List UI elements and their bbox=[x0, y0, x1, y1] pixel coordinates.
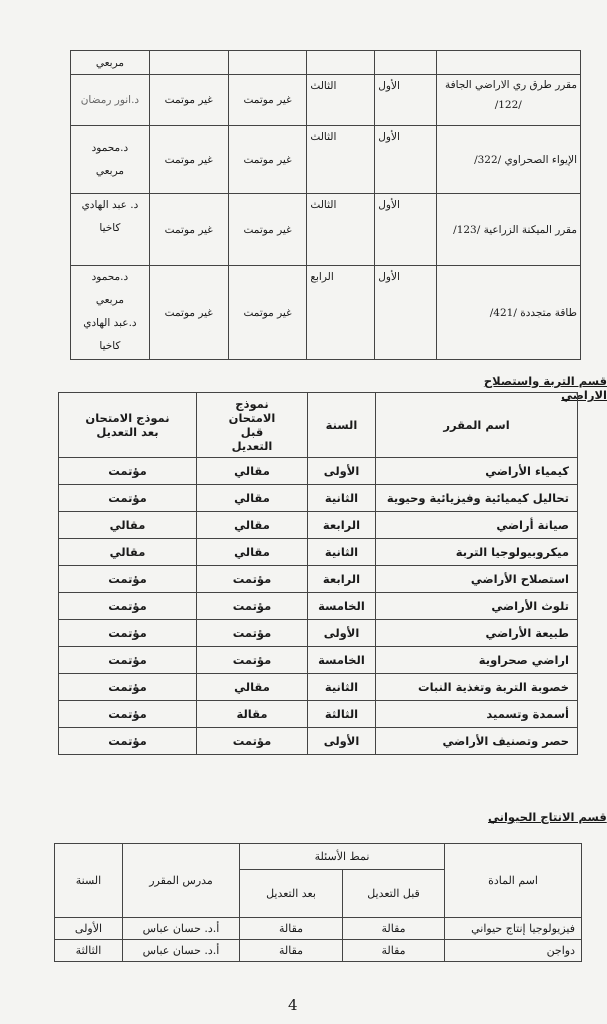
table-header-row bbox=[55, 844, 582, 870]
header-after: بعد التعديل bbox=[240, 870, 343, 918]
before-cell: مقالة bbox=[343, 918, 445, 940]
table-header-row bbox=[59, 393, 578, 458]
semester-cell: الأول bbox=[375, 126, 436, 194]
subject-cell: فيزيولوجيا إنتاج حيواني bbox=[445, 918, 582, 940]
teacher-cell: مربعي bbox=[71, 51, 150, 75]
before-cell: مؤتمت bbox=[197, 647, 308, 674]
header-year: السنة bbox=[55, 844, 123, 918]
year-cell: الرابع bbox=[307, 266, 375, 360]
table-row bbox=[71, 51, 581, 75]
year-cell: الثانية bbox=[308, 485, 376, 512]
after-cell: غير موتمت bbox=[149, 266, 228, 360]
before-cell: مؤتمت bbox=[197, 566, 308, 593]
header-after: نموذج الامتحان بعد التعديل bbox=[59, 393, 197, 458]
header-course-name: اسم المقرر bbox=[376, 393, 578, 458]
table-row bbox=[59, 458, 578, 485]
before-cell: مقالي bbox=[197, 458, 308, 485]
table-row bbox=[59, 728, 578, 755]
table-row bbox=[59, 512, 578, 539]
year-cell: الرابعة bbox=[308, 566, 376, 593]
before-cell: مقالي bbox=[197, 539, 308, 566]
teacher-cell: د.محمود مربعي د.عبد الهادي كاخيا bbox=[71, 266, 150, 360]
course-name-cell: تلوث الأراضي bbox=[376, 593, 578, 620]
before-cell: غير موتمت bbox=[228, 266, 307, 360]
year-cell: الأولى bbox=[308, 458, 376, 485]
animal-courses-table bbox=[54, 843, 582, 962]
after-cell: غير موتمت bbox=[149, 126, 228, 194]
after-cell: مؤتمت bbox=[59, 647, 197, 674]
semester-cell: الأول bbox=[375, 194, 436, 266]
teacher-cell: د.محمود مربعي bbox=[71, 126, 150, 194]
teacher-cell: أ.د. حسان عباس bbox=[123, 940, 240, 962]
after-cell: مقالة bbox=[240, 918, 343, 940]
table-row bbox=[59, 566, 578, 593]
before-cell: مؤتمت bbox=[197, 728, 308, 755]
year-cell: الخامسة bbox=[308, 593, 376, 620]
year-cell: الأولى bbox=[308, 620, 376, 647]
table-row bbox=[71, 126, 581, 194]
course-name-cell: مقرر الميكنة الزراعية /123/ bbox=[436, 194, 580, 266]
soil-courses-table bbox=[58, 392, 578, 755]
before-cell: مقالة bbox=[197, 701, 308, 728]
header-before: قبل التعديل bbox=[343, 870, 445, 918]
after-cell: مؤتمت bbox=[59, 566, 197, 593]
course-name-cell: طاقة متجددة /421/ bbox=[436, 266, 580, 360]
teacher-cell: د. عبد الهادي كاخيا bbox=[71, 194, 150, 266]
page-number: 4 bbox=[288, 996, 298, 1014]
course-name-cell: اراضي صحراوية bbox=[376, 647, 578, 674]
year-cell: الثالثة bbox=[55, 940, 123, 962]
course-name-cell: تحاليل كيميائية وفيزيائية وحيوية bbox=[376, 485, 578, 512]
year-cell: الثانية bbox=[308, 674, 376, 701]
before-cell: غير موتمت bbox=[228, 126, 307, 194]
semester-cell: الأول bbox=[375, 266, 436, 360]
year-cell: الثالث bbox=[307, 126, 375, 194]
before-cell: مقالي bbox=[197, 674, 308, 701]
year-cell: الأولى bbox=[308, 728, 376, 755]
header-subject: اسم المادة bbox=[445, 844, 582, 918]
year-cell: الثالثة bbox=[308, 701, 376, 728]
teacher-cell: د.انور رمضان bbox=[71, 75, 150, 126]
year-cell: الأولى bbox=[55, 918, 123, 940]
after-cell: مؤتمت bbox=[59, 728, 197, 755]
before-cell: مقالي bbox=[197, 485, 308, 512]
after-cell: مؤتمت bbox=[59, 458, 197, 485]
after-cell: مؤتمت bbox=[59, 701, 197, 728]
year-cell: الرابعة bbox=[308, 512, 376, 539]
table-row bbox=[71, 266, 581, 360]
course-name-cell: استصلاح الأراضي bbox=[376, 566, 578, 593]
before-cell: مؤتمت bbox=[197, 620, 308, 647]
course-name-cell: حصر وتصنيف الأراضي bbox=[376, 728, 578, 755]
section-heading-animal: قسم الانتاج الحيواني bbox=[488, 810, 607, 824]
table-row bbox=[71, 75, 581, 126]
before-cell: مقالي bbox=[197, 512, 308, 539]
table-row bbox=[59, 674, 578, 701]
table-row bbox=[59, 593, 578, 620]
teacher-cell: أ.د. حسان عباس bbox=[123, 918, 240, 940]
subject-cell: دواجن bbox=[445, 940, 582, 962]
after-cell: مؤتمت bbox=[59, 674, 197, 701]
semester-cell: الأول bbox=[375, 75, 436, 126]
course-name-cell: الإيواء الصحراوي /322/ bbox=[436, 126, 580, 194]
course-name-cell: مقرر طرق ري الاراضي الجافة /122/ bbox=[436, 75, 580, 126]
after-cell: غير موتمت bbox=[149, 75, 228, 126]
course-name-cell: طبيعة الأراضي bbox=[376, 620, 578, 647]
after-cell: مقالي bbox=[59, 512, 197, 539]
year-cell: الثالث bbox=[307, 194, 375, 266]
course-name-cell: صيانة أراضي bbox=[376, 512, 578, 539]
table-row bbox=[55, 918, 582, 940]
after-cell: مقالة bbox=[240, 940, 343, 962]
section-heading-soil: قسم التربة واستصلاح الاراضي bbox=[483, 374, 607, 402]
before-cell: مقالة bbox=[343, 940, 445, 962]
year-cell: الثالث bbox=[307, 75, 375, 126]
table-row bbox=[59, 647, 578, 674]
before-cell: غير موتمت bbox=[228, 194, 307, 266]
course-name-cell: أسمدة وتسميد bbox=[376, 701, 578, 728]
table-row bbox=[59, 701, 578, 728]
course-name-cell: خصوبة التربة وتغذية النبات bbox=[376, 674, 578, 701]
header-question-type: نمط الأسئلة bbox=[240, 844, 445, 870]
year-cell: الخامسة bbox=[308, 647, 376, 674]
irrigation-courses-table bbox=[70, 50, 581, 360]
before-cell: غير موتمت bbox=[228, 75, 307, 126]
header-year: السنة bbox=[308, 393, 376, 458]
after-cell: مؤتمت bbox=[59, 593, 197, 620]
after-cell: مؤتمت bbox=[59, 620, 197, 647]
table-row bbox=[55, 940, 582, 962]
table-row bbox=[59, 620, 578, 647]
course-name-cell: ميكروبيولوجيا التربة bbox=[376, 539, 578, 566]
year-cell: الثانية bbox=[308, 539, 376, 566]
after-cell: مقالي bbox=[59, 539, 197, 566]
course-name-cell: كيمياء الأراضي bbox=[376, 458, 578, 485]
table-row bbox=[59, 485, 578, 512]
after-cell: غير موتمت bbox=[149, 194, 228, 266]
after-cell: مؤتمت bbox=[59, 485, 197, 512]
header-teacher: مدرس المقرر bbox=[123, 844, 240, 918]
header-before: نموذج الامتحان قبل التعديل bbox=[197, 393, 308, 458]
table-row bbox=[71, 194, 581, 266]
table-row bbox=[59, 539, 578, 566]
before-cell: مؤتمت bbox=[197, 593, 308, 620]
